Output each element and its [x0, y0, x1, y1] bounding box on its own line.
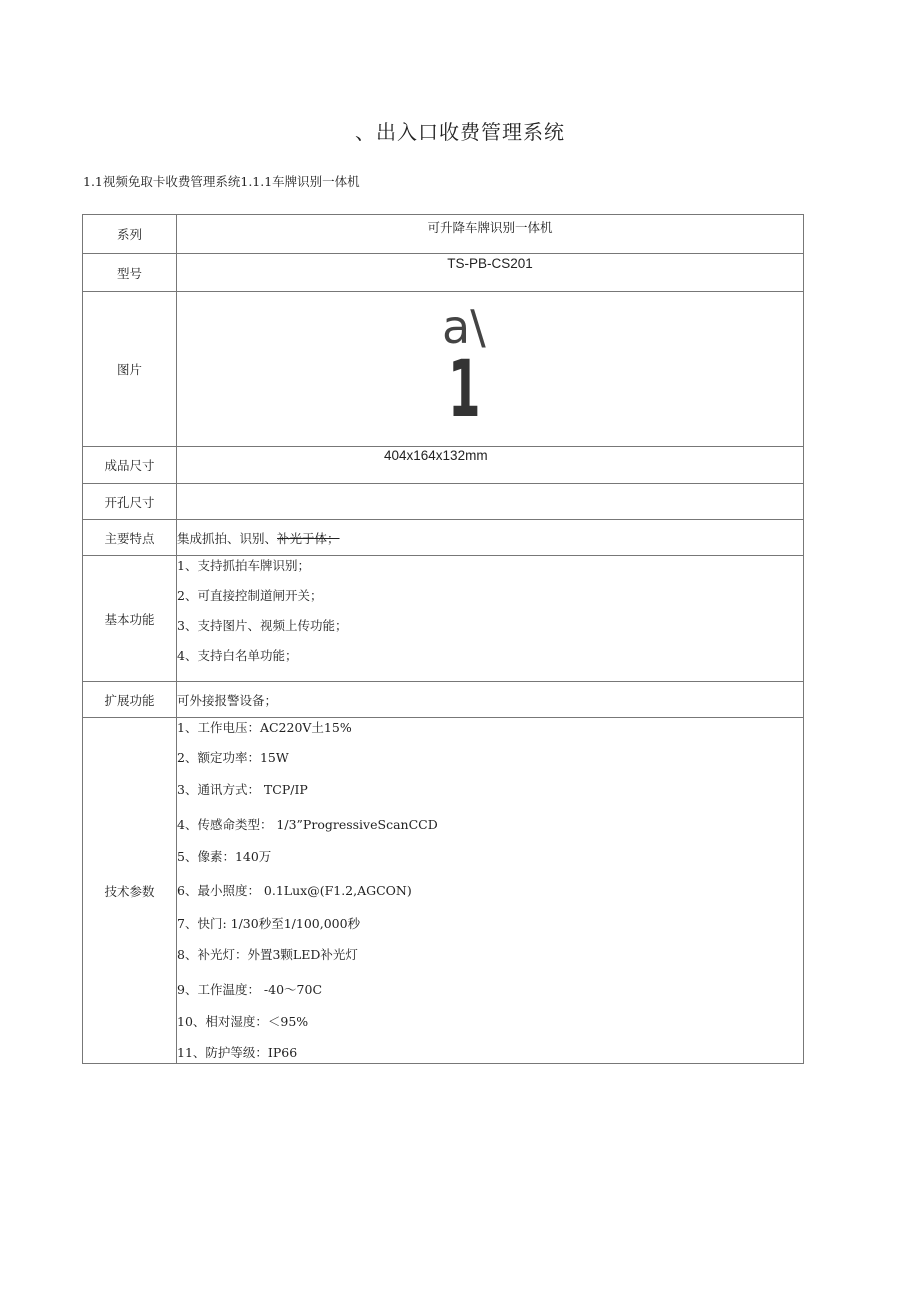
section-heading: 1.1视频免取卡收费管理系统1.1.1车牌识别一体机	[83, 174, 360, 189]
size-value: 404x164x132mm	[384, 448, 488, 463]
series-value: 可升降车牌识别一体机	[177, 215, 804, 254]
table-row-technical	[83, 718, 804, 1064]
features-label: 主要特点	[83, 520, 177, 556]
size-label: 成品尺寸	[83, 447, 177, 484]
list-item: 5、像素：140万	[177, 849, 272, 864]
list-item: 9、工作温度： -40～70C	[177, 982, 323, 997]
extension-value: 可外接报警设备；	[177, 682, 804, 718]
list-item: 10、相对湿度：＜95%	[177, 1014, 309, 1029]
table-row-extension	[83, 682, 804, 718]
basic-functions-cell	[177, 556, 804, 682]
technical-list	[177, 718, 803, 1063]
list-item: 3、通讯方式： TCP/IP	[177, 782, 308, 797]
table-row-model	[83, 254, 804, 292]
table-row-basic-functions	[83, 556, 804, 682]
document-title: 、出入口收费管理系统	[355, 120, 565, 144]
list-item: 11、防护等级：IP66	[177, 1045, 298, 1060]
image-label: 图片	[83, 292, 177, 447]
product-image-cell	[177, 292, 804, 447]
extension-label: 扩展功能	[83, 682, 177, 718]
technical-cell	[177, 718, 804, 1064]
list-item: 7、快门: 1/30秒至1/100,000秒	[177, 916, 361, 931]
list-item: 2、可直接控制道闸开关；	[177, 588, 323, 603]
table-row-features	[83, 520, 804, 556]
list-item: 3、支持图片、视频上传功能；	[177, 618, 348, 633]
features-value: 集成抓拍、识别、	[177, 530, 278, 546]
list-item: 8、补光灯：外置3颗LED补光灯	[177, 947, 358, 962]
table-row-image	[83, 292, 804, 447]
image-glyph-top: a\	[442, 300, 486, 354]
list-item: 4、传感命类型： 1/3”ProgressiveScanCCD	[177, 817, 438, 832]
hole-size-label: 开孔尺寸	[83, 484, 177, 520]
features-cell	[177, 520, 804, 556]
model-label: 型号	[83, 254, 177, 292]
features-struck-text: 补光于体；	[277, 530, 340, 546]
hole-size-value	[177, 484, 804, 520]
model-value: TS-PB-CS201	[177, 254, 804, 292]
series-label: 系列	[83, 215, 177, 254]
product-image	[442, 300, 502, 435]
list-item: 2、额定功率：15W	[177, 750, 289, 765]
table-row-size	[83, 447, 804, 484]
table-row-hole-size	[83, 484, 804, 520]
list-item: 1、工作电压：AC220V土15%	[177, 720, 352, 735]
list-item: 4、支持白名单功能；	[177, 648, 298, 663]
image-glyph-bottom: 1	[448, 345, 481, 435]
technical-label: 技术参数	[83, 718, 177, 1064]
list-item: 1、支持抓拍车牌识别；	[177, 558, 310, 573]
size-cell	[177, 447, 804, 484]
basic-functions-label: 基本功能	[83, 556, 177, 682]
list-item: 6、最小照度： 0.1Lux@(F1.2,AGCON)	[177, 883, 412, 898]
spec-table	[82, 214, 804, 1064]
table-row-series	[83, 215, 804, 254]
basic-functions-list	[177, 556, 803, 676]
